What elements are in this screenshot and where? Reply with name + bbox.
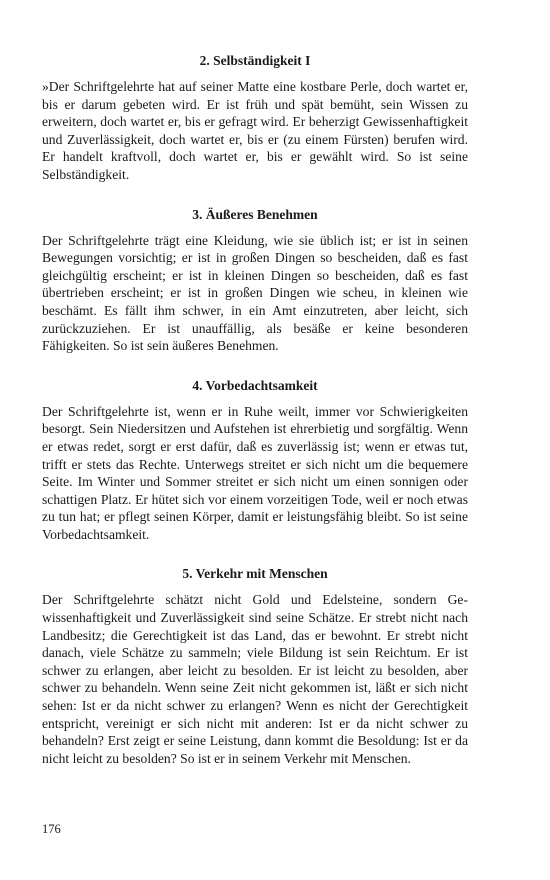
section-title: 2. Selbständigkeit I <box>199 53 311 68</box>
section-title: 5. Verkehr mit Menschen <box>182 566 328 582</box>
section-paragraph: Der Schriftgelehrte trägt eine Kleidung, wie sie üblich ist; er ist in seinen Bewegungen vorsichtig; er ist in großen Dingen so bescheiden, daß es fast gleichgültig erscheint; er ist in kleinen Dingen so bescheiden, daß es fast übertrieben erscheint; er ist in großen Dingen wie scheu, in kleinen wie beschämt. Es fällt ihm schwer, in ein Amt einzutreten, aber leicht, sich zurückzuziehen. Er ist unauffällig, als besäße er keine besonderen Fähigkeiten. So ist sein äußeres Benehmen. <box>42 232 468 354</box>
section-verkehr-mit-menschen <box>42 565 468 767</box>
section-paragraph: Der Schriftgelehrte ist, wenn er in Ruhe weilt, immer vor Schwierigkeiten besorgt. Sein Niedersitzen und Aufstehen ist ehrerbietig und sorgfältig. Wenn er etwas redet, sorgt er erst dafür, daß es zuverlässig ist; wenn er etwas tut, trifft er stets das Rechte. Unterwegs streitet er sich nicht um die bequemere Seite. Im Winter und Sommer streitet er sich nicht um einen sonnigen oder schattigen Platz. Er hütet sich vor einem vorzeitigen Tode, weil er noch etwas zu tun hat; er pflegt seinen Körper, damit er leistungsfähig bleibt. So ist seine Vorbedachtsamkeit. <box>42 403 468 542</box>
section-aeusseres-benehmen <box>42 206 468 355</box>
section-selbstaendigkeit <box>42 52 468 184</box>
section-vorbedachtsamkeit <box>42 377 468 544</box>
section-paragraph: Der Schriftgelehrte schätzt nicht Gold und Edelsteine, sondern Gewissenhaftigkeit und Zuverlässigkeit sind seine Schätze. Er strebt nicht nach Landbesitz; die Gerechtigkeit ist das Land, das er bewohnt. Er strebt nicht danach, viele Schätze zu sammeln; viele Bildung ist sein Reichtum. Er ist schwer zu erlangen, aber leicht zu besolden. Er ist leicht zu besolden, aber schwer zu behandeln. Wenn seine Zeit nicht gekommen ist, läßt er sich nicht sehen: Ist er da nicht schwer zu erlangen? Wenn es nicht der Gerechtigkeit entspricht, vereinigt er sich nicht mit anderen: Ist er da nicht schwer zu behandeln? Erst zeigt er seine Leistung, dann kommt die Besoldung: Ist er da nicht leicht zu besolden? So ist er in seinem Verkehr mit Menschen. <box>42 592 468 766</box>
section-title: 3. Äußeres Benehmen <box>192 206 318 222</box>
section-paragraph: »Der Schriftgelehrte hat auf seiner Matte eine kostbare Perle, doch wartet er, bis er darum gebeten wird. Er ist früh und spät bemüht, sein Wissen zu erweitern, doch wartet er, bis er gefragt wird. Er beherzigt Gewissenhaftigkeit und Zuverlässigkeit, doch wartet er, bis er (zu einem Fürsten) berufen wird. Er handelt kraftvoll, doch wartet er, bis er gewählt wird. So ist seine Selbständigkeit. <box>42 79 468 182</box>
page-number: 176 <box>42 822 61 836</box>
page-content <box>42 52 468 789</box>
section-title: 4. Vorbedachtsamkeit <box>192 377 318 393</box>
